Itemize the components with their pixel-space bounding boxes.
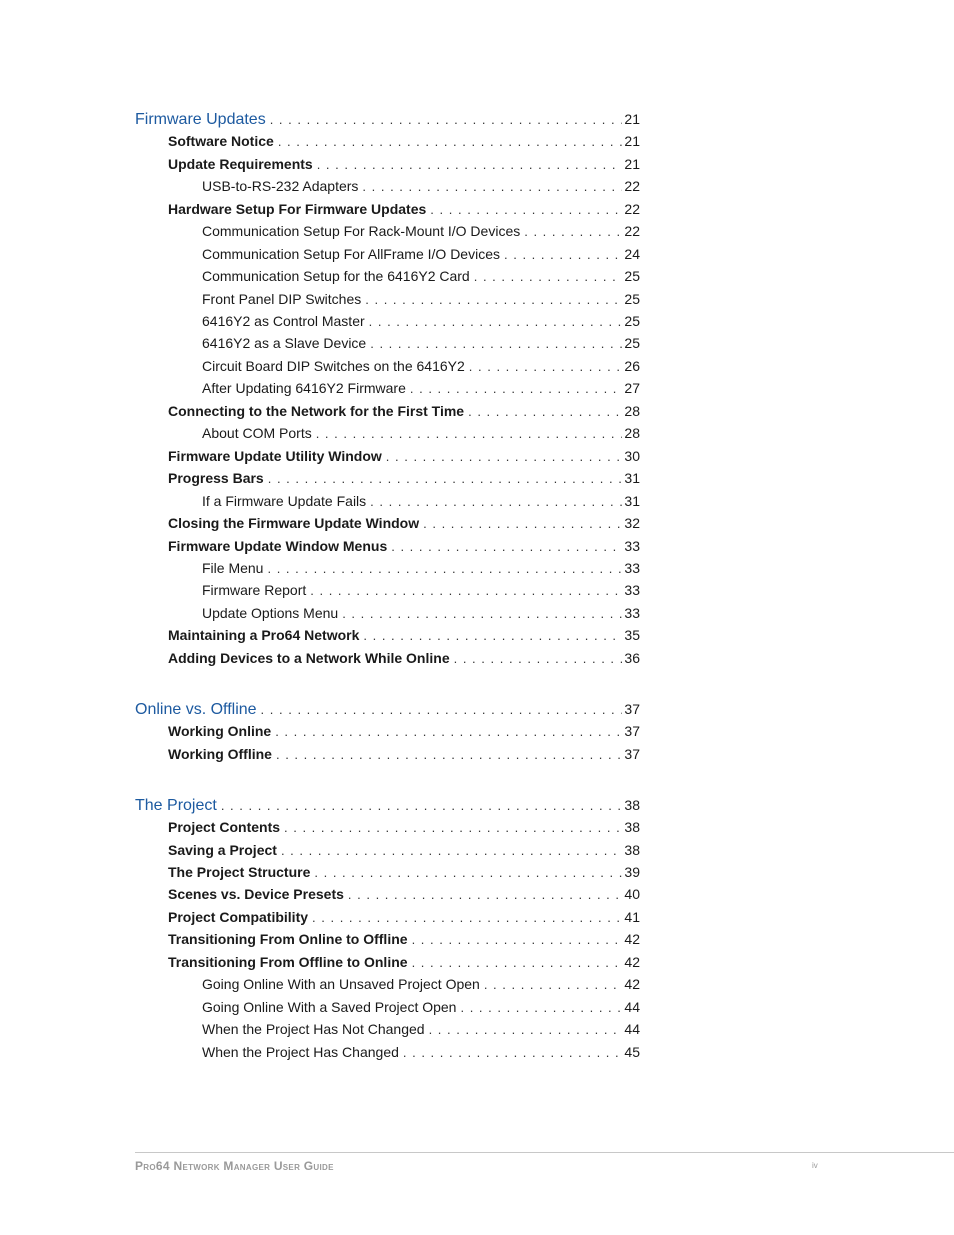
toc-entry-title: Going Online With an Unsaved Project Open	[202, 976, 480, 992]
toc-page-number: 25	[624, 313, 640, 329]
toc-dot-leader	[454, 649, 623, 668]
toc-page-number: 33	[624, 538, 640, 554]
toc-entry-title: Progress Bars	[168, 470, 264, 486]
toc-section-heading[interactable]	[135, 109, 640, 129]
toc-page-number: 32	[624, 515, 640, 531]
toc-entry[interactable]	[168, 929, 640, 949]
toc-dot-leader	[386, 447, 623, 466]
toc-entry[interactable]	[168, 131, 640, 151]
toc-page-number: 33	[624, 605, 640, 621]
toc-dot-leader	[363, 626, 622, 645]
toc-dot-leader	[412, 930, 623, 949]
toc-page-number: 38	[624, 797, 640, 813]
toc-entry-title: Firmware Report	[202, 582, 307, 598]
footer-divider	[135, 1152, 954, 1153]
toc-page-number: 41	[624, 909, 640, 925]
toc-entry-title: Saving a Project	[168, 842, 277, 858]
toc-page-number: 26	[624, 358, 640, 374]
toc-entry[interactable]	[168, 862, 640, 882]
toc-entry-title: 6416Y2 as a Slave Device	[202, 335, 367, 351]
toc-entry-title: Adding Devices to a Network While Online	[168, 650, 450, 666]
toc-dot-leader	[430, 200, 622, 219]
toc-page-number: 35	[624, 627, 640, 643]
toc-page-number: 33	[624, 560, 640, 576]
toc-dot-leader	[469, 357, 623, 376]
toc-entry[interactable]	[168, 513, 640, 533]
toc-dot-leader	[268, 469, 623, 488]
toc-entry[interactable]	[202, 221, 640, 241]
toc-entry[interactable]	[168, 648, 640, 668]
toc-entry[interactable]	[168, 154, 640, 174]
toc-entry[interactable]	[202, 491, 640, 511]
toc-page-number: 31	[624, 470, 640, 486]
toc-page-number: 44	[624, 999, 640, 1015]
toc-dot-leader	[221, 796, 623, 815]
toc-dot-leader	[314, 863, 622, 882]
toc-entry[interactable]	[168, 536, 640, 556]
toc-page-number: 37	[624, 746, 640, 762]
toc-entry-title: The Project Structure	[168, 864, 311, 880]
toc-entry-title: About COM Ports	[202, 425, 312, 441]
toc-dot-leader	[267, 559, 622, 578]
toc-entry[interactable]	[202, 311, 640, 331]
toc-entry[interactable]	[168, 744, 640, 764]
toc-page-number: 27	[624, 380, 640, 396]
toc-page-number: 28	[624, 403, 640, 419]
toc-page-number: 25	[624, 291, 640, 307]
toc-dot-leader	[369, 312, 623, 331]
toc-entry[interactable]	[168, 401, 640, 421]
toc-page-number: 36	[624, 650, 640, 666]
toc-entry[interactable]	[202, 356, 640, 376]
toc-page-number: 22	[624, 178, 640, 194]
toc-entry-title: Update Options Menu	[202, 605, 339, 621]
toc-page-number: 21	[624, 133, 640, 149]
toc-page-number: 40	[624, 886, 640, 902]
toc-entry-title: Firmware Updates	[135, 111, 266, 128]
toc-dot-leader	[504, 245, 622, 264]
toc-entry[interactable]	[202, 176, 640, 196]
toc-page-number: 44	[624, 1021, 640, 1037]
toc-entry[interactable]	[168, 907, 640, 927]
toc-dot-leader	[362, 177, 622, 196]
toc-entry-title: Circuit Board DIP Switches on the 6416Y2	[202, 358, 465, 374]
toc-entry[interactable]	[168, 952, 640, 972]
toc-entry[interactable]	[202, 266, 640, 286]
toc-entry-title: Transitioning From Online to Offline	[168, 931, 408, 947]
toc-dot-leader	[370, 334, 622, 353]
toc-entry-title: USB-to-RS-232 Adapters	[202, 178, 359, 194]
toc-dot-leader	[310, 581, 622, 600]
toc-entry[interactable]	[202, 997, 640, 1017]
toc-dot-leader	[370, 492, 622, 511]
toc-dot-leader	[275, 722, 622, 741]
toc-entry-title: Communication Setup for the 6416Y2 Card	[202, 268, 470, 284]
toc-entry-title: Hardware Setup For Firmware Updates	[168, 201, 427, 217]
toc-dot-leader	[365, 290, 622, 309]
toc-dot-leader	[276, 745, 622, 764]
toc-dot-leader	[468, 402, 622, 421]
toc-entry-title: Working Online	[168, 723, 272, 739]
toc-entry[interactable]	[168, 721, 640, 741]
toc-entry[interactable]	[202, 244, 640, 264]
toc-page-number: 30	[624, 448, 640, 464]
toc-dot-leader	[391, 537, 622, 556]
toc-dot-leader	[524, 222, 622, 241]
toc-entry-title: Communication Setup For Rack-Mount I/O Devices	[202, 223, 521, 239]
toc-entry-title: Firmware Update Utility Window	[168, 448, 382, 464]
toc-page-number: 25	[624, 268, 640, 284]
toc-entry[interactable]	[168, 625, 640, 645]
toc-section-heading[interactable]	[135, 699, 640, 719]
toc-entry-title: Closing the Firmware Update Window	[168, 515, 420, 531]
footer-page-number: iv	[812, 1161, 818, 1170]
toc-entry[interactable]	[202, 603, 640, 623]
footer-document-title: Pro64 Network Manager User Guide	[135, 1159, 334, 1173]
toc-page-number: 42	[624, 931, 640, 947]
toc-dot-leader	[484, 975, 623, 994]
toc-entry-title: If a Firmware Update Fails	[202, 493, 367, 509]
toc-entry[interactable]	[202, 289, 640, 309]
toc-page-number: 24	[624, 246, 640, 262]
toc-page-number: 42	[624, 954, 640, 970]
toc-dot-leader	[412, 953, 623, 972]
toc-entry-title: File Menu	[202, 560, 264, 576]
toc-dot-leader	[403, 1043, 623, 1062]
toc-page-number: 25	[624, 335, 640, 351]
toc-entry[interactable]	[202, 580, 640, 600]
toc-entry-title: Online vs. Offline	[135, 701, 257, 718]
toc-entry[interactable]	[168, 446, 640, 466]
toc-page-number: 37	[624, 723, 640, 739]
toc-dot-leader	[460, 998, 622, 1017]
toc-entry[interactable]	[168, 817, 640, 837]
toc-dot-leader	[429, 1020, 623, 1039]
toc-entry-title: Communication Setup For AllFrame I/O Devices	[202, 246, 500, 262]
toc-dot-leader	[342, 604, 622, 623]
toc-page-number: 21	[624, 111, 640, 127]
toc-entry-title: When the Project Has Not Changed	[202, 1021, 425, 1037]
toc-dot-leader	[270, 110, 623, 129]
toc-entry[interactable]	[202, 333, 640, 353]
toc-entry[interactable]	[168, 199, 640, 219]
toc-entry-title: 6416Y2 as Control Master	[202, 313, 365, 329]
toc-entry[interactable]	[168, 884, 640, 904]
toc-page-number: 38	[624, 842, 640, 858]
toc-entry[interactable]	[202, 974, 640, 994]
toc-entry-title: Going Online With a Saved Project Open	[202, 999, 457, 1015]
toc-entry-title: Front Panel DIP Switches	[202, 291, 362, 307]
toc-page-number: 38	[624, 819, 640, 835]
toc-entry[interactable]	[202, 378, 640, 398]
toc-entry-title: Project Contents	[168, 819, 281, 835]
toc-entry-title: Working Offline	[168, 746, 272, 762]
toc-page-number: 45	[624, 1044, 640, 1060]
toc-entry-title: Scenes vs. Device Presets	[168, 886, 344, 902]
toc-page-number: 21	[624, 156, 640, 172]
toc-dot-leader	[317, 155, 623, 174]
toc-entry[interactable]	[202, 1019, 640, 1039]
toc-entry[interactable]	[202, 423, 640, 443]
toc-section-heading[interactable]	[135, 795, 640, 815]
toc-page-number: 28	[624, 425, 640, 441]
toc-dot-leader	[281, 841, 622, 860]
toc-entry[interactable]	[168, 468, 640, 488]
toc-page-number: 39	[624, 864, 640, 880]
toc-dot-leader	[474, 267, 623, 286]
toc-page-number: 22	[624, 223, 640, 239]
toc-dot-leader	[316, 424, 623, 443]
toc-entry[interactable]	[168, 840, 640, 860]
toc-entry[interactable]	[202, 558, 640, 578]
toc-entry-title: Project Compatibility	[168, 909, 309, 925]
toc-entry-title: Connecting to the Network for the First Time	[168, 403, 465, 419]
toc-dot-leader	[312, 908, 622, 927]
toc-page-number: 22	[624, 201, 640, 217]
toc-page-number: 42	[624, 976, 640, 992]
toc-entry-title: After Updating 6416Y2 Firmware	[202, 380, 406, 396]
toc-dot-leader	[278, 132, 623, 151]
toc-entry-title: Maintaining a Pro64 Network	[168, 627, 360, 643]
toc-entry-title: Transitioning From Offline to Online	[168, 954, 408, 970]
toc-dot-leader	[410, 379, 623, 398]
toc-dot-leader	[284, 818, 622, 837]
toc-page-number: 33	[624, 582, 640, 598]
toc-entry[interactable]	[202, 1042, 640, 1062]
toc-dot-leader	[348, 885, 623, 904]
toc-page-number: 31	[624, 493, 640, 509]
toc-entry-title: The Project	[135, 797, 217, 814]
toc-entry-title: Firmware Update Window Menus	[168, 538, 388, 554]
toc-dot-leader	[261, 700, 623, 719]
toc-entry-title: Update Requirements	[168, 156, 313, 172]
toc-entry-title: Software Notice	[168, 133, 274, 149]
toc-entry-title: When the Project Has Changed	[202, 1044, 399, 1060]
toc-page-number: 37	[624, 701, 640, 717]
toc-dot-leader	[423, 514, 622, 533]
